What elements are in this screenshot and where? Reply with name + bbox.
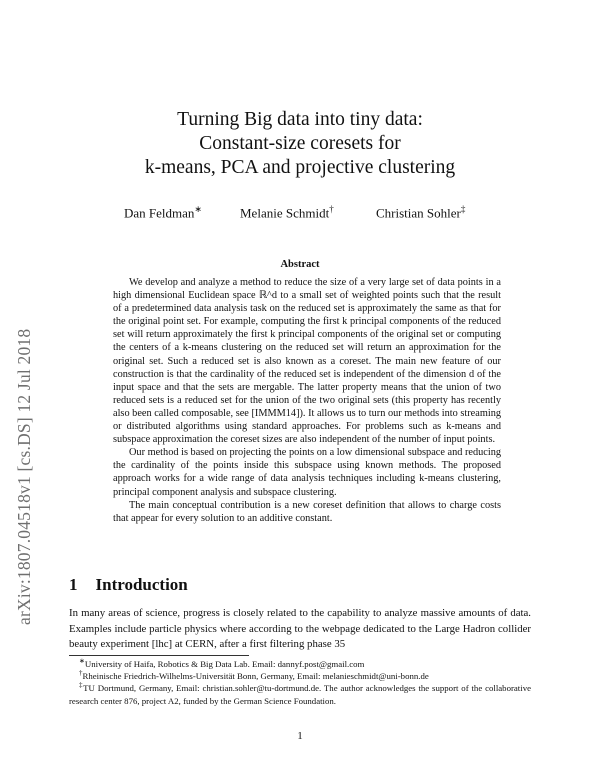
title-line: Turning Big data into tiny data: (177, 109, 423, 130)
body-paragraph: In many areas of science, progress is closely related to the capability to analyze massive amounts of data. Examples include particle physics where according to the webpage dedicated to the Large Hadron collider beauty experiment [lhc] at CERN, after a first filtering phase 35 (69, 607, 531, 651)
author (124, 204, 202, 221)
author-footnote-mark: ∗ (194, 204, 202, 214)
footnote-text: TU Dortmund, Germany, Email: christian.sohler@tu-dortmund.de. The author acknowledges the support of the collaborative research center 876, project A2, funded by the German Science Foundation. (69, 683, 531, 706)
author-name: Melanie Schmidt (240, 205, 330, 221)
footnote (69, 670, 531, 682)
introduction-body (69, 606, 531, 653)
author-footnote-mark: † (329, 204, 334, 214)
footnote-mark: ∗ (79, 657, 85, 666)
title-line: Constant-size coresets for (199, 133, 401, 154)
abstract-paragraph: Our method is based on projecting the points on a low dimensional subspace and reducing the cardinality of the points inside this subspace using known methods. The proposed approach works for a wide range of data analysis techniques including k-means clustering, principal component analysis and subspace clustering. (113, 447, 501, 498)
arxiv-identifier-stamp: arXiv:1807.04518v1 [cs.DS] 12 Jul 2018 (14, 328, 34, 625)
paper-title (0, 108, 600, 180)
section-number: 1 (69, 575, 78, 594)
footnote-separator (69, 655, 249, 656)
footnotes (69, 658, 531, 707)
footnote (69, 682, 531, 706)
title-line: k-means, PCA and projective clustering (144, 157, 456, 178)
abstract-heading: Abstract (280, 259, 320, 270)
section-heading (69, 575, 188, 595)
author (376, 204, 465, 221)
footnote (69, 658, 531, 670)
abstract-paragraph: The main conceptual contribution is a new coreset definition that allows to charge costs that appear for every solution to an additive constant. (113, 499, 501, 524)
author-footnote-mark: ‡ (460, 204, 466, 214)
abstract-body (113, 276, 501, 525)
page-number: 1 (297, 730, 303, 742)
footnote-text: University of Haifa, Robotics & Big Data Lab. Email: dannyf.post@gmail.com (84, 659, 365, 669)
author (240, 204, 334, 221)
footnote-mark: ‡ (79, 681, 84, 690)
author-name: Dan Feldman (124, 205, 195, 221)
footnote-text: Rheinische Friedrich-Wilhelms-Universität Bonn, Germany, Email: melanieschmidt@uni-bonn.de (82, 671, 429, 682)
footnote-mark: † (79, 669, 83, 678)
abstract-paragraph: We develop and analyze a method to reduce the size of a very large set of data points in a high dimensional Euclidean space ℝ^d to a small set of weighted points such that the result of a predetermined data analysis task on the reduced set is approximately the same as that for the original point set. For example, computing the first k principal components of the reduced set will return approximately the first k principal components of the original set or computing the centers of a k-means clustering on the reduced set will return an approximation for the original set. Such a reduced set is also known as a coreset. The main new feature of our construction is that the cardinality of the reduced set is independent of the dimension d of the input space and that the sets are mergable. The latter property means that the union of two reduced sets is a reduced set for the union of the two original sets (this property has recently also been called composable, see [IMMM14]). It allows us to turn our methods into streaming or distributed algorithms using standard approaches. For problems such as k-means and subspace approximation the coreset sizes are also independent of the number of input points. (113, 277, 501, 446)
author-name: Christian Sohler (376, 205, 461, 221)
section-title: Introduction (95, 575, 188, 594)
